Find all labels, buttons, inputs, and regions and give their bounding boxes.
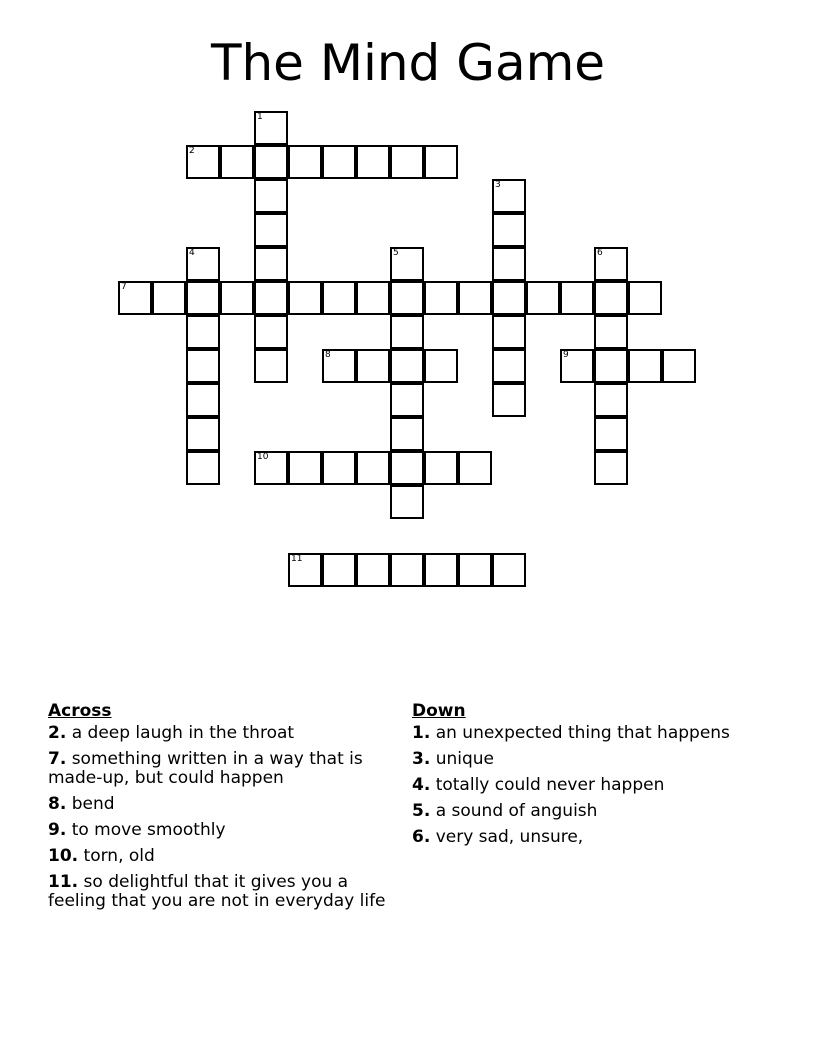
across-clue — [48, 795, 388, 814]
clue-number: 1. — [412, 723, 431, 743]
crossword-cell[interactable] — [594, 417, 628, 451]
crossword-cell[interactable] — [254, 451, 288, 485]
across-clue — [48, 821, 388, 840]
clue-text: to move smoothly — [71, 820, 226, 840]
down-clue — [412, 724, 732, 743]
down-clue — [412, 828, 732, 847]
crossword-cell[interactable] — [220, 281, 254, 315]
crossword-cell[interactable] — [356, 145, 390, 179]
crossword-cell[interactable] — [458, 553, 492, 587]
crossword-cell[interactable] — [662, 349, 696, 383]
crossword-cell[interactable] — [594, 383, 628, 417]
crossword-cell[interactable] — [560, 281, 594, 315]
crossword-cell[interactable] — [322, 349, 356, 383]
crossword-cell[interactable] — [356, 451, 390, 485]
crossword-cell[interactable] — [288, 553, 322, 587]
crossword-cell[interactable] — [390, 417, 424, 451]
clue-text: an unexpected thing that happens — [435, 723, 730, 743]
crossword-cell[interactable] — [186, 281, 220, 315]
down-clue — [412, 776, 732, 795]
crossword-cell[interactable] — [424, 281, 458, 315]
across-clue — [48, 847, 388, 866]
crossword-cell[interactable] — [220, 145, 254, 179]
crossword-cell[interactable] — [390, 281, 424, 315]
cell-number: 5 — [393, 248, 399, 258]
crossword-cell[interactable] — [390, 383, 424, 417]
crossword-cell[interactable] — [186, 315, 220, 349]
cell-number: 6 — [597, 248, 603, 258]
crossword-cell[interactable] — [186, 247, 220, 281]
clue-number: 5. — [412, 801, 431, 821]
crossword-cell[interactable] — [152, 281, 186, 315]
clue-number: 10. — [48, 846, 79, 866]
crossword-cell[interactable] — [186, 451, 220, 485]
across-clue — [48, 750, 388, 788]
crossword-cell[interactable] — [594, 451, 628, 485]
crossword-cell[interactable] — [186, 383, 220, 417]
clue-text: unique — [435, 749, 494, 769]
crossword-cell[interactable] — [288, 451, 322, 485]
crossword-cell[interactable] — [390, 349, 424, 383]
clue-text: very sad, unsure, — [435, 827, 584, 847]
crossword-cell[interactable] — [594, 247, 628, 281]
crossword-cell[interactable] — [492, 553, 526, 587]
down-heading: Down — [412, 701, 466, 721]
clue-number: 7. — [48, 749, 67, 769]
crossword-cell[interactable] — [288, 145, 322, 179]
clue-text: a sound of anguish — [435, 801, 598, 821]
crossword-cell[interactable] — [118, 281, 152, 315]
clue-text: torn, old — [83, 846, 155, 866]
cell-number: 3 — [495, 180, 501, 190]
clue-text: a deep laugh in the throat — [71, 723, 295, 743]
clue-number: 8. — [48, 794, 67, 814]
across-clues — [48, 702, 388, 918]
clue-text: something written in a way that is made-up, but could happen — [48, 749, 363, 788]
crossword-cell[interactable] — [254, 315, 288, 349]
crossword-cell[interactable] — [390, 553, 424, 587]
crossword-cell[interactable] — [628, 349, 662, 383]
crossword-cell[interactable] — [594, 281, 628, 315]
puzzle-title: The Mind Game — [210, 34, 606, 92]
crossword-cell[interactable] — [424, 451, 458, 485]
clue-text: bend — [71, 794, 115, 814]
crossword-cell[interactable] — [254, 179, 288, 213]
crossword-cell[interactable] — [560, 349, 594, 383]
cell-number: 11 — [291, 554, 303, 564]
crossword-cell[interactable] — [492, 281, 526, 315]
crossword-cell[interactable] — [492, 315, 526, 349]
crossword-cell[interactable] — [526, 281, 560, 315]
crossword-cell[interactable] — [254, 247, 288, 281]
crossword-cell[interactable] — [322, 553, 356, 587]
crossword-cell[interactable] — [492, 213, 526, 247]
crossword-cell[interactable] — [254, 281, 288, 315]
crossword-cell[interactable] — [594, 315, 628, 349]
clue-number: 2. — [48, 723, 67, 743]
clue-number: 4. — [412, 775, 431, 795]
cell-number: 4 — [189, 248, 195, 258]
cell-number: 10 — [257, 452, 269, 462]
crossword-cell[interactable] — [322, 145, 356, 179]
crossword-cell[interactable] — [356, 281, 390, 315]
crossword-cell[interactable] — [458, 281, 492, 315]
crossword-cell[interactable] — [186, 349, 220, 383]
across-heading: Across — [48, 701, 112, 721]
crossword-cell[interactable] — [390, 145, 424, 179]
down-clues — [412, 702, 732, 854]
crossword-cell[interactable] — [424, 349, 458, 383]
down-clue — [412, 750, 732, 769]
crossword-cell[interactable] — [492, 179, 526, 213]
clue-number: 3. — [412, 749, 431, 769]
crossword-cell[interactable] — [424, 145, 458, 179]
crossword-cell[interactable] — [390, 315, 424, 349]
clue-number: 9. — [48, 820, 67, 840]
crossword-cell[interactable] — [492, 247, 526, 281]
crossword-cell[interactable] — [594, 349, 628, 383]
crossword-cell[interactable] — [254, 213, 288, 247]
clue-text: totally could never happen — [435, 775, 665, 795]
crossword-cell[interactable] — [254, 349, 288, 383]
crossword-cell[interactable] — [186, 145, 220, 179]
crossword-cell[interactable] — [254, 111, 288, 145]
crossword-cell[interactable] — [390, 247, 424, 281]
clue-number: 6. — [412, 827, 431, 847]
crossword-cell[interactable] — [492, 349, 526, 383]
crossword-cell[interactable] — [186, 417, 220, 451]
across-clue — [48, 724, 388, 743]
cell-number: 2 — [189, 146, 195, 156]
crossword-cell[interactable] — [424, 553, 458, 587]
cell-number: 9 — [563, 350, 569, 360]
crossword-cell[interactable] — [458, 451, 492, 485]
clue-text: so delightful that it gives you a feeling that you are not in everyday life — [48, 872, 386, 911]
across-clue — [48, 873, 388, 911]
crossword-cell[interactable] — [288, 281, 322, 315]
crossword-cell[interactable] — [390, 451, 424, 485]
crossword-cell[interactable] — [628, 281, 662, 315]
cell-number: 8 — [325, 350, 331, 360]
crossword-cell[interactable] — [322, 451, 356, 485]
crossword-cell[interactable] — [356, 553, 390, 587]
cell-number: 1 — [257, 112, 263, 122]
crossword-cell[interactable] — [390, 485, 424, 519]
crossword-cell[interactable] — [492, 383, 526, 417]
clue-number: 11. — [48, 872, 79, 892]
crossword-cell[interactable] — [356, 349, 390, 383]
cell-number: 7 — [121, 282, 127, 292]
down-clue — [412, 802, 732, 821]
crossword-cell[interactable] — [254, 145, 288, 179]
crossword-cell[interactable] — [322, 281, 356, 315]
